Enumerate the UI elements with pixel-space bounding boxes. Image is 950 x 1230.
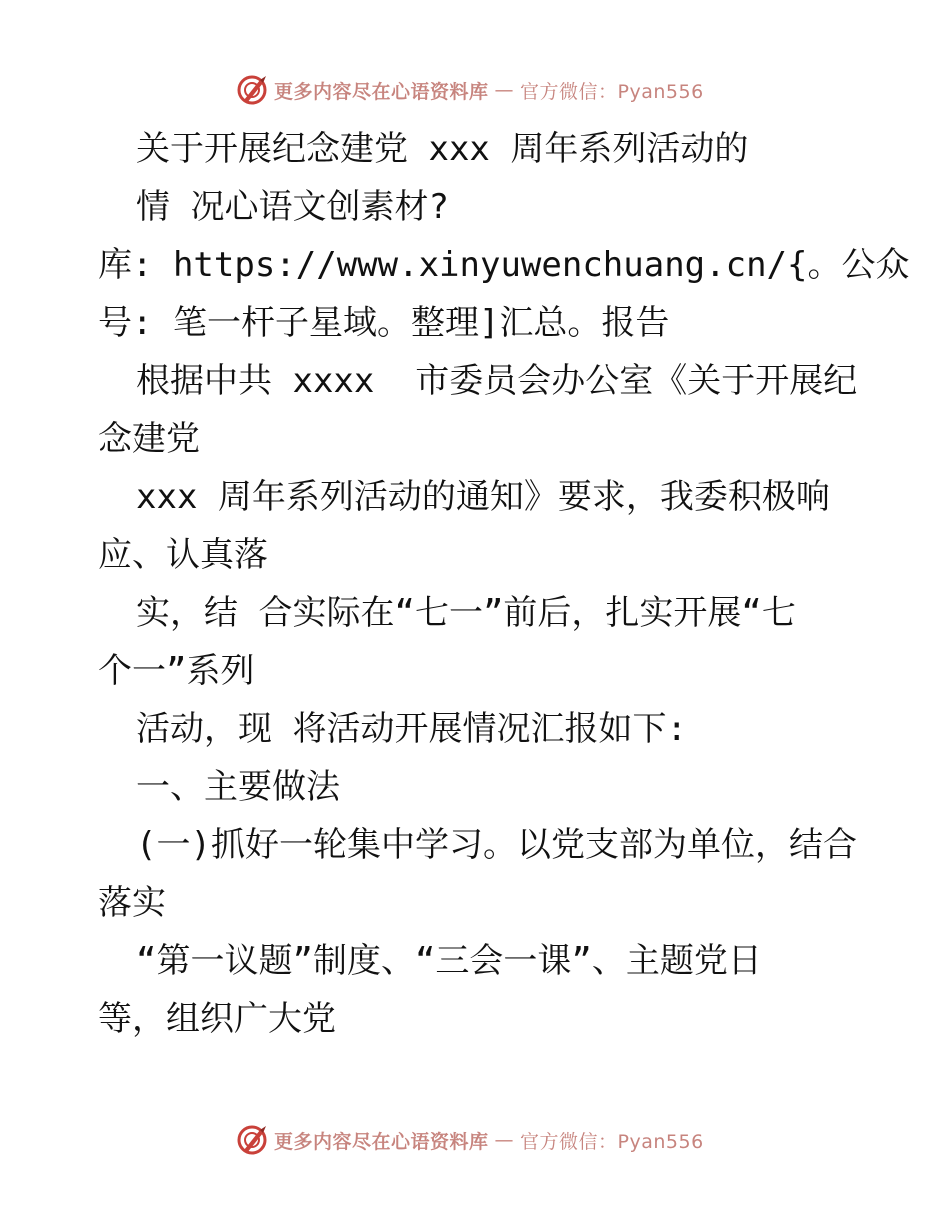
- pen-logo-icon: [236, 74, 268, 106]
- banner-dash: —: [494, 1129, 515, 1151]
- doc-line: 应、认真落: [98, 535, 268, 575]
- pen-logo-icon: [236, 1124, 268, 1156]
- header-banner: [236, 72, 704, 108]
- doc-line: xxx 周年系列活动的通知》要求，我委积极响: [136, 477, 830, 517]
- doc-line: (一)抓好一轮集中学习。以党支部为单位，结合: [136, 825, 857, 865]
- doc-line: 根据中共 xxxx 市委员会办公室《关于开展纪: [136, 361, 858, 401]
- doc-line: 情 况心语文创素材?: [136, 187, 449, 227]
- doc-line: 个一”系列: [98, 651, 255, 691]
- footer-banner: [236, 1122, 704, 1158]
- banner-wechat: 官方微信：Pyan556: [520, 1130, 704, 1153]
- doc-line: 落实: [98, 883, 166, 923]
- doc-line: 等，组织广大党: [98, 999, 336, 1039]
- doc-line: 活动，现 将活动开展情况汇报如下:: [136, 709, 687, 749]
- doc-line: “第一议题”制度、“三会一课”、主题党日: [136, 941, 762, 981]
- doc-line: 实，结 合实际在“七一”前后，扎实开展“七: [136, 593, 796, 633]
- banner-dash: —: [494, 79, 515, 101]
- banner-wechat: 官方微信：Pyan556: [520, 80, 704, 103]
- doc-line: 一、主要做法: [136, 767, 340, 807]
- doc-line: 库: https://www.xinyuwenchuang.cn/{。公众: [98, 245, 910, 285]
- doc-line: 念建党: [98, 419, 200, 459]
- doc-line: 号: 笔一杆子星域。整理]汇总。报告: [98, 303, 670, 343]
- banner-text: 更多内容尽在心语资料库: [274, 1130, 489, 1153]
- banner-text: 更多内容尽在心语资料库: [274, 80, 489, 103]
- doc-line: 关于开展纪念建党 xxx 周年系列活动的: [136, 129, 749, 169]
